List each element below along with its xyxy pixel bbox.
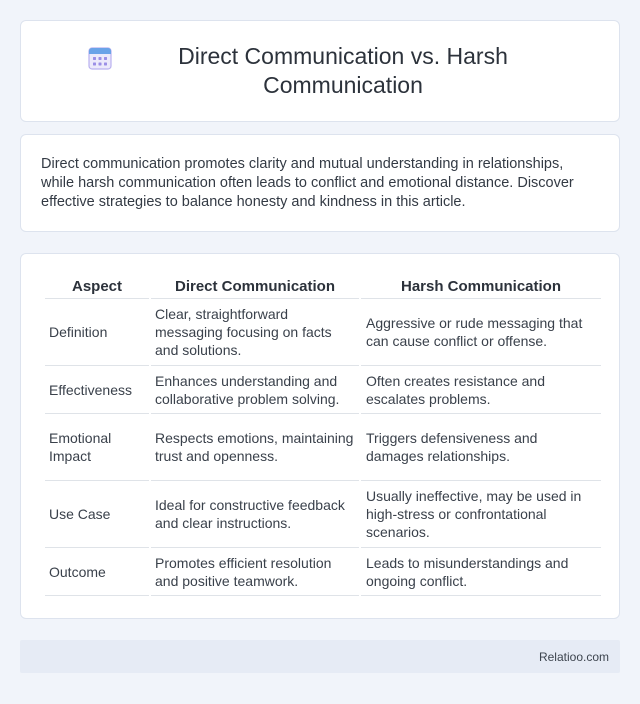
title-card bbox=[20, 20, 620, 122]
cell-direct: Promotes efficient resolution and positive teamwork. bbox=[151, 548, 359, 596]
cell-aspect: Outcome bbox=[45, 548, 149, 596]
table-row bbox=[45, 414, 601, 481]
cell-harsh: Often creates resistance and escalates problems. bbox=[361, 366, 601, 414]
comparison-card bbox=[20, 253, 620, 619]
table-row bbox=[45, 548, 601, 596]
cell-direct: Enhances understanding and collaborative problem solving. bbox=[151, 366, 359, 414]
intro-paragraph: Direct communication promotes clarity and mutual understanding in relationships, while harsh communication often leads to conflict and emotional distance. Discover effective strategies to balance honesty and kindness in this article. bbox=[41, 156, 574, 210]
header-direct: Direct Communication bbox=[151, 274, 359, 299]
cell-direct: Respects emotions, maintaining trust and openness. bbox=[151, 414, 359, 481]
page-title: Direct Communication vs. Harsh Communication bbox=[178, 43, 508, 98]
cell-harsh: Leads to misunderstandings and ongoing conflict. bbox=[361, 548, 601, 596]
cell-harsh: Triggers defensiveness and damages relationships. bbox=[361, 414, 601, 481]
comparison-table bbox=[43, 274, 603, 596]
intro-card bbox=[20, 134, 620, 232]
footer-brand-link[interactable]: Relatioo.com bbox=[538, 649, 609, 664]
cell-aspect: Use Case bbox=[45, 481, 149, 548]
footer-bar bbox=[20, 640, 620, 673]
header-aspect: Aspect bbox=[45, 274, 149, 299]
table-row bbox=[45, 481, 601, 548]
calendar-icon bbox=[87, 45, 113, 71]
header-harsh: Harsh Communication bbox=[361, 274, 601, 299]
cell-aspect: Definition bbox=[45, 299, 149, 366]
cell-harsh: Aggressive or rude messaging that can cause conflict or offense. bbox=[361, 299, 601, 366]
table-header-row bbox=[45, 274, 601, 299]
cell-harsh: Usually ineffective, may be used in high-stress or confrontational scenarios. bbox=[361, 481, 601, 548]
cell-aspect: Effectiveness bbox=[45, 366, 149, 414]
cell-direct: Ideal for constructive feedback and clear instructions. bbox=[151, 481, 359, 548]
title-wrap bbox=[21, 42, 619, 100]
table-row bbox=[45, 366, 601, 414]
cell-direct: Clear, straightforward messaging focusing on facts and solutions. bbox=[151, 299, 359, 366]
table-row bbox=[45, 299, 601, 366]
cell-aspect: Emotional Impact bbox=[45, 414, 149, 481]
